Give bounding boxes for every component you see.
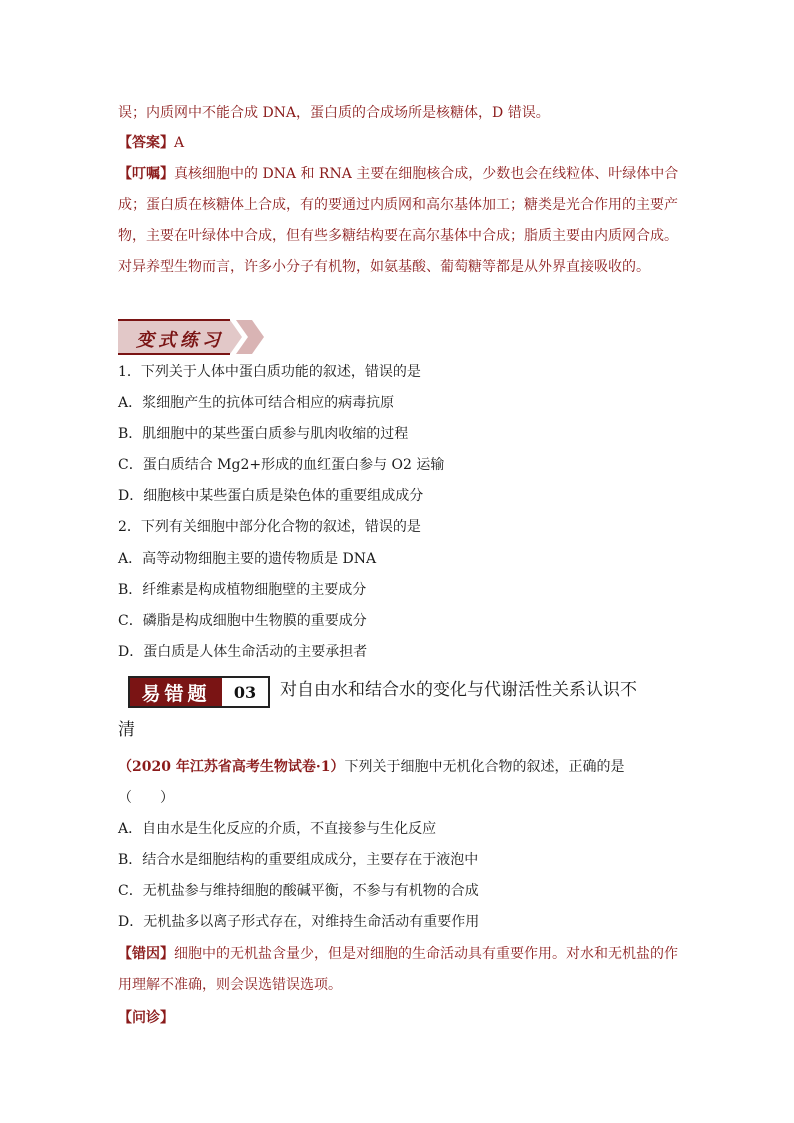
reminder-line-4: 对异养型生物而言，许多小分子有机物，如氨基酸、葡萄糖等都是从外界直接吸收的。 (118, 259, 650, 275)
question-stem-line (118, 757, 624, 777)
question-option-d: D．无机盐多以离子形式存在，对维持生命活动有重要作用 (118, 914, 480, 930)
question-source: （2020 年江苏省高考生物试卷·1） (118, 759, 345, 775)
reminder-text: 真核细胞中的 DNA 和 RNA 主要在细胞核合成，少数也会在线粒体、叶绿体中合 (174, 166, 679, 182)
q2-option-d: D．蛋白质是人体生命活动的主要承担者 (118, 644, 368, 660)
reminder-line-2: 成；蛋白质在核糖体上合成，有的要通过内质网和高尔基体加工；糖类是光合作用的主要产 (118, 197, 678, 213)
intro-line: 误；内质网中不能合成 DNA，蛋白质的合成场所是核糖体，D 错误。 (118, 105, 550, 121)
q2-option-a: A．高等动物细胞主要的遗传物质是 DNA (118, 551, 377, 567)
cause-line-1 (118, 944, 678, 964)
reminder-line-1 (118, 164, 678, 184)
q1-option-b: B．肌细胞中的某些蛋白质参与肌肉收缩的过程 (118, 426, 409, 442)
error-section-title-cont: 清 (118, 720, 135, 740)
answer-value: A (174, 135, 185, 151)
reminder-line-3: 物，主要在叶绿体中合成，但有些多糖结构要在高尔基体中合成；脂质主要由内质网合成。 (118, 228, 678, 244)
variant-practice-banner (118, 318, 270, 356)
question-option-b: B．结合水是细胞结构的重要组成成分，主要存在于液泡中 (118, 852, 479, 868)
error-section-title: 对自由水和结合水的变化与代谢活性关系认识不 (280, 680, 637, 700)
reminder-tag: 【叮嘱】 (118, 166, 174, 182)
answer-line (118, 133, 184, 153)
q2-option-b: B．纤维素是构成植物细胞壁的主要成分 (118, 582, 367, 598)
diagnosis-tag: 【问诊】 (118, 1010, 174, 1026)
cause-text: 细胞中的无机盐含量少，但是对细胞的生命活动具有重要作用。对水和无机盐的作 (174, 946, 678, 962)
question-option-c: C．无机盐参与维持细胞的酸碱平衡，不参与有机物的合成 (118, 883, 479, 899)
variant-banner-label: 变式练习 (136, 330, 224, 351)
cause-line-2: 用理解不准确，则会误选错误选项。 (118, 977, 342, 993)
q1-option-a: A．浆细胞产生的抗体可结合相应的病毒抗原 (118, 395, 395, 411)
error-prone-number: 03 (222, 678, 268, 706)
error-prone-label: 易错题 (130, 678, 222, 706)
question-stem: 下列关于细胞中无机化合物的叙述，正确的是 (344, 759, 625, 775)
error-prone-badge (128, 676, 270, 708)
q1-option-c: C．蛋白质结合 Mg2+形成的血红蛋白参与 O2 运输 (118, 457, 445, 473)
q1-stem: 1．下列关于人体中蛋白质功能的叙述，错误的是 (118, 364, 421, 380)
q1-option-d: D．细胞核中某些蛋白质是染色体的重要组成成分 (118, 488, 424, 504)
question-blank: （ ） (118, 790, 174, 806)
answer-tag: 【答案】 (118, 135, 174, 151)
q2-stem: 2．下列有关细胞中部分化合物的叙述，错误的是 (118, 519, 421, 535)
question-option-a: A．自由水是生化反应的介质，不直接参与生化反应 (118, 821, 437, 837)
q2-option-c: C．磷脂是构成细胞中生物膜的重要成分 (118, 613, 367, 629)
cause-tag: 【错因】 (118, 946, 174, 962)
